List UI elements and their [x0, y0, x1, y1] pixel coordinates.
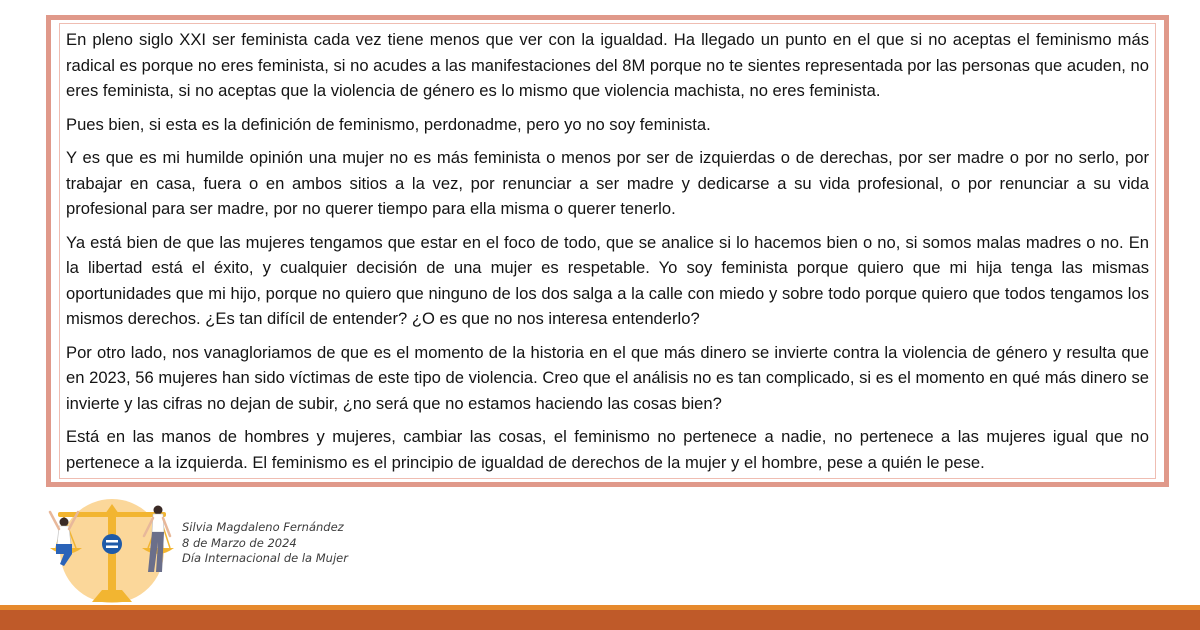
equality-scale-icon [42, 496, 174, 606]
equal-badge [102, 534, 122, 554]
signature-occasion: Día Internacional de la Mujer [182, 551, 348, 565]
signature-author: Silvia Magdaleno Fernández [182, 520, 344, 534]
scale-beam [58, 512, 166, 517]
paragraph: En pleno siglo XXI ser feminista cada vez tiene menos que ver con la igualdad. Ha llegado un punto en el que si no aceptas el feminismo más radical es porque no eres feminista, si no acudes a las manifestaciones del 8M porque no te sientes representada por las personas que acuden, no eres feminista, si no aceptas que la violencia de género es lo mismo que violencia machista, no eres feminista. [66, 30, 1149, 100]
paragraph: Está en las manos de hombres y mujeres, cambiar las cosas, el feminismo no pertenece a nadie, no pertenece a las mujeres igual que no pertenece a la izquierda. El feminismo es el principio de igualdad de derechos de la mujer y el hombre, pese a quién le pese. [66, 427, 1149, 472]
article-box [46, 15, 1169, 487]
paragraph: Ya está bien de que las mujeres tengamos que estar en el foco de todo, que se analice si lo hacemos bien o no, si somos malas madres o no. En la libertad está el éxito, y cualquier decisión de una mujer es respetable. Yo soy feminista porque quiero que mi hija tenga las mismas oportunidades que mi hijo, porque no quiero que ninguno de los dos salga a la calle con miedo y sobre todo porque quiero que todos tengamos los mismos derechos. ¿Es tan difícil de entender? ¿O es que no nos interesa entenderlo? [66, 232, 1149, 328]
footer-stripe [0, 605, 1200, 610]
paragraph: Pues bien, si esta es la definición de feminismo, perdonadme, pero yo no soy feminista. [66, 114, 711, 134]
signature-block [182, 520, 348, 567]
paragraph: Por otro lado, nos vanagloriamos de que es el momento de la historia en el que más dinero se invierte contra la violencia de género y resulta que en 2023, 56 mujeres han sido víctimas de este tipo de violencia. Creo que el análisis no es tan complicado, si es el momento en qué más dinero se invierte y las cifras no dejan de subir, ¿no será que no estamos haciendo las cosas bien? [66, 342, 1149, 413]
equal-sign [106, 546, 118, 549]
signature-date: 8 de Marzo de 2024 [182, 535, 297, 550]
paragraph: Y es que es mi humilde opinión una mujer no es más feminista o menos por ser de izquierdas o de derechas, por ser madre o por no serlo, por trabajar en casa, fuera o en ambos sitios a la vez, por renunciar a ser madre y dedicarse a su vida profesional, o por renunciar a su vida profesional para ser madre, por no querer tiempo para ella misma o querer tenerlo. [66, 148, 1149, 218]
equal-sign [106, 540, 118, 543]
article-body [59, 23, 1156, 479]
